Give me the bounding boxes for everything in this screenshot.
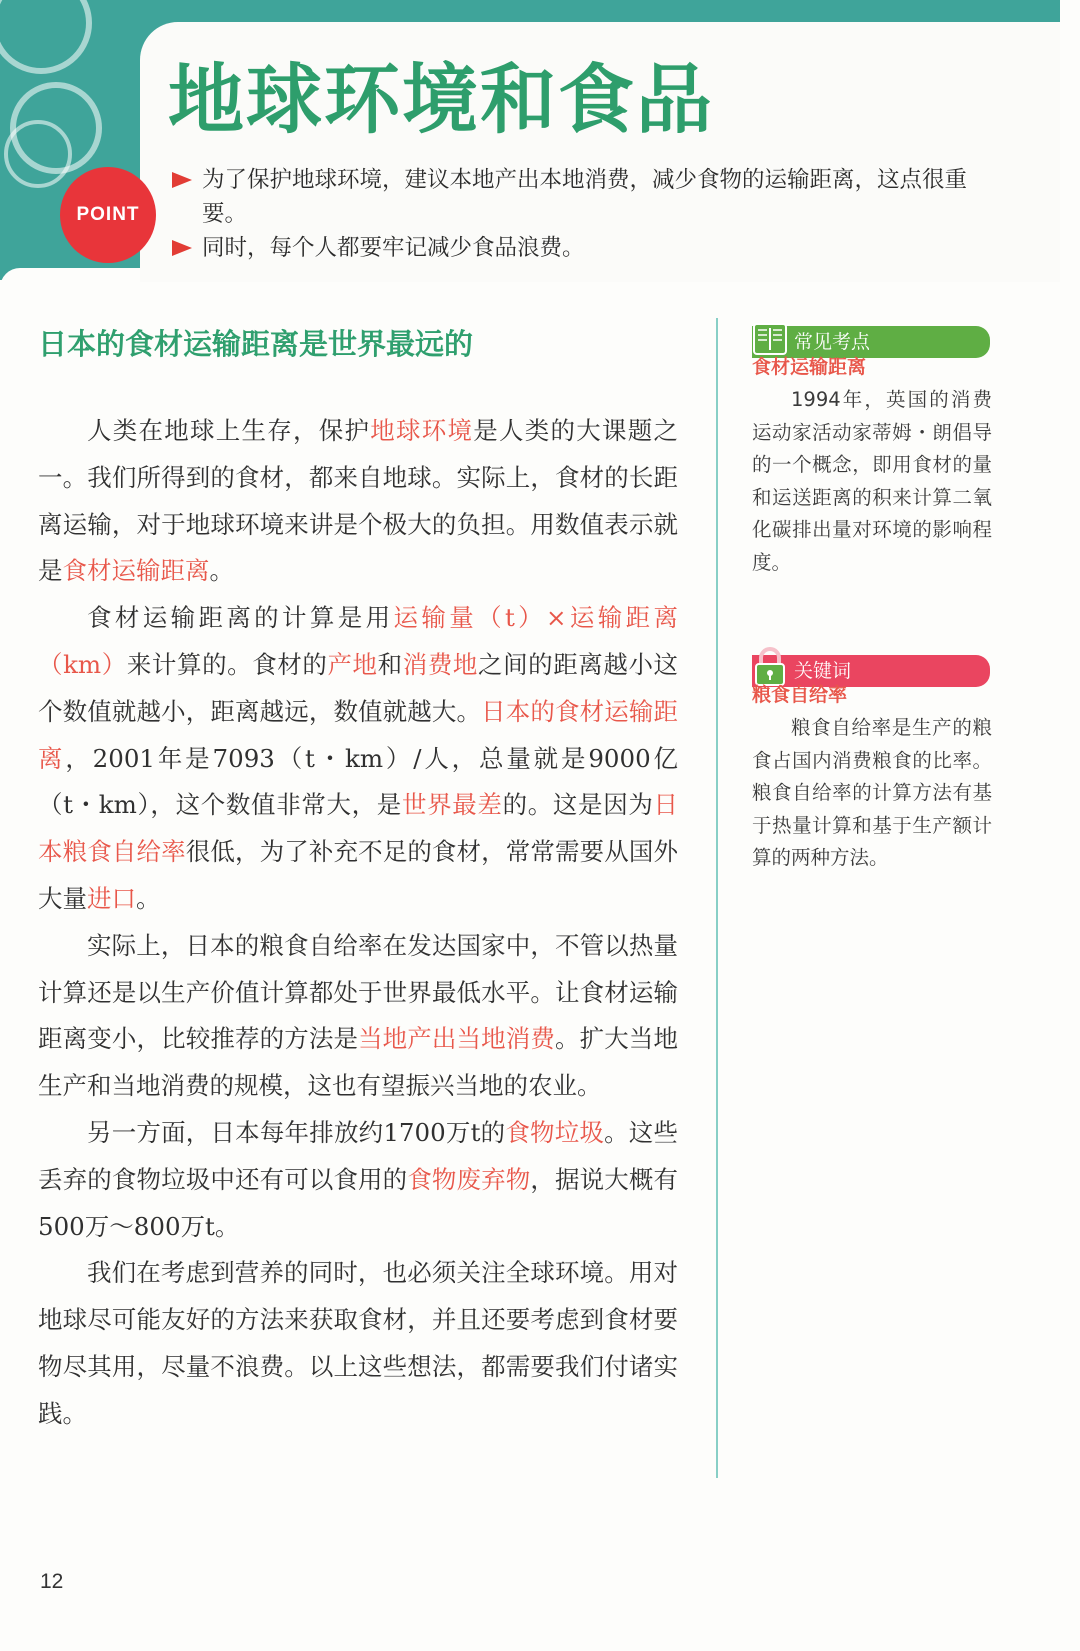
page-number: 12 [40,1570,64,1593]
key-point [172,231,1002,265]
page-title: 地球环境和食品 [168,55,714,144]
body-paragraph [38,408,678,595]
body-text-run: 另一方面，日本每年排放约1700万t的 [87,1117,506,1147]
highlighted-term: 食物垃圾 [505,1117,605,1147]
body-paragraph [38,1110,678,1250]
key-point [172,163,1002,231]
body-text-run: 。 [136,883,161,913]
keyword-term: 粮食自给率 [752,684,848,706]
triangle-bullet-icon [172,240,192,256]
key-point-text: 为了保护地球环境，建议本地产出本地消费，减少食物的运输距离，这点很重要。 [202,167,968,227]
body-text-run: 的。这是因为 [502,790,654,820]
body-text-run: 。 [209,556,234,586]
triangle-bullet-icon [172,172,192,188]
keyword-explanation: 粮食自给率是生产的粮食占国内消费粮食的比率。粮食自给率的计算方法有基于热量计算和基于生产额计算的两种方法。 [752,716,992,869]
section-title: 日本的食材运输距离是世界最远的 [38,327,474,361]
decorative-ring [4,120,72,188]
body-text-run: 很低，为了补充不足的食材，常常需要从国外大量 [38,837,679,913]
key-points [172,163,1002,265]
highlighted-term: 产地 [327,649,378,679]
point-badge: POINT [60,167,156,263]
body-paragraph [38,595,678,923]
body-text-run: 和 [377,649,403,679]
decorative-ring [0,0,92,74]
highlighted-term: 消费地 [402,649,478,679]
body-text-run: 。这些丢弃的食物垃圾中还有可以食用的 [38,1117,678,1194]
body-text-run: 是人类的大课题之一。我们所得到的食材，都来自地球。实际上，食材的长距离运输，对于地球环境来讲是个极大的负担。用数值表示就是 [38,416,678,586]
exam-point-label: 常见考点 [794,331,871,353]
column-divider [716,318,718,1478]
highlighted-term: 日本粮食自给率 [38,790,679,867]
exam-explanation: 1994年，英国的消费运动家活动家蒂姆・朗倡导的一个概念，即用食材的量和运送距离的积来计算二氧化碳排出量对环境的影响程度。 [752,388,992,574]
body-text-run: 来计算的。食材的 [126,649,328,679]
highlighted-term: 进口 [87,883,136,913]
body-text-run: 人类在地球上生存，保护 [87,416,371,445]
body-text-run: 之间的距离越小这个数值就越小，距离越远，数值就越大。 [38,649,679,726]
body-text-run: 我们在考虑到营养的同时，也必须关注全球环境。用对地球尽可能友好的方法来获取食材，并且还要考虑到食材要物尽其用，尽量不浪费。以上这些想法，都需要我们付诸实践。 [38,1258,678,1428]
highlighted-term: 食材运输距离 [62,556,210,586]
highlighted-term: 日本的食材运输距离 [38,696,679,773]
highlighted-term: 运输量（t）×运输距离（km） [38,603,679,679]
body-paragraph [38,1250,678,1437]
body-text-run: ，2001年是7093（t・km）/人，总量就是9000亿（t・km），这个数值非常大，是 [38,743,679,820]
body-text [38,408,678,1438]
body-text-run: ，据说大概有500万～800万t。 [38,1164,679,1241]
highlighted-term: 世界最差 [401,790,503,820]
body-text-run: 食材运输距离的计算是用 [87,603,394,633]
body-paragraph [38,923,678,1110]
highlighted-term: 当地产出当地消费 [358,1024,556,1054]
key-point-text: 同时，每个人都要牢记减少食品浪费。 [202,235,585,261]
highlighted-term: 食物废弃物 [407,1164,531,1194]
highlighted-term: 地球环境 [370,416,474,445]
body-text-run: 。扩大当地生产和当地消费的规模，这也有望振兴当地的农业。 [38,1024,679,1101]
keyword-label: 关键词 [794,660,852,682]
exam-term: 食材运输距离 [752,356,867,378]
body-text-run: 实际上，日本的粮食自给率在发达国家中，不管以热量计算还是以生产价值计算都处于世界最低水平。让食材运输距离变小，比较推荐的方法是 [38,930,678,1054]
